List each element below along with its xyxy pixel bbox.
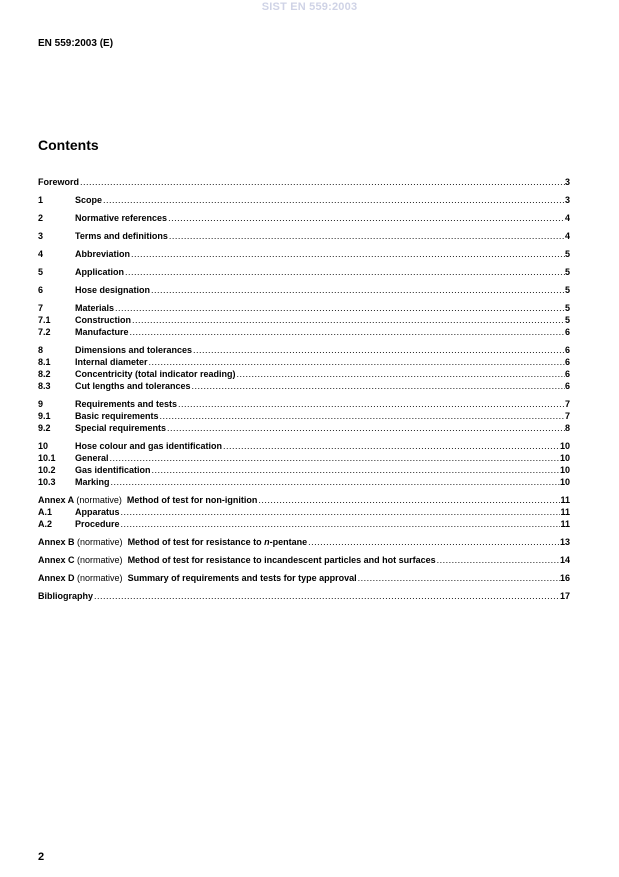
toc-entry-title: Internal diameter	[75, 357, 148, 367]
toc-entry-number: 10.1	[38, 453, 56, 463]
toc-entry-number: A.1	[38, 507, 53, 517]
toc-entry-number: 7	[38, 303, 44, 313]
toc-entry[interactable]	[38, 368, 570, 380]
toc-entry-number: 8.3	[38, 381, 51, 391]
toc-page-number: 5	[564, 285, 570, 295]
toc-page-number: 5	[564, 267, 570, 277]
toc-page-number: 6	[564, 369, 570, 379]
toc-entry-title: Summary of requirements and tests for type approval	[127, 573, 357, 583]
toc-entry[interactable]	[38, 302, 570, 314]
toc-entry[interactable]	[38, 248, 570, 260]
toc-page-number: 11	[560, 495, 570, 505]
document-reference: EN 559:2003 (E)	[38, 38, 114, 49]
toc-entry-title-italic: n	[264, 537, 270, 547]
toc-entry[interactable]	[38, 284, 570, 296]
toc-entry-title: Foreword	[38, 177, 80, 187]
toc-page-number: 6	[564, 345, 570, 355]
toc-page-number: 10	[559, 441, 570, 451]
toc-entry-number: 7.1	[38, 315, 51, 325]
toc-entry[interactable]	[38, 422, 570, 434]
toc-page-number: 7	[564, 399, 570, 409]
toc-page-number: 8	[564, 423, 570, 433]
toc-entry[interactable]	[38, 326, 570, 338]
toc-entry-annex-a[interactable]	[38, 494, 570, 506]
toc-main-entries	[38, 176, 570, 488]
leader-dots	[152, 464, 560, 476]
toc-entry-title-start: Method of test for resistance to	[127, 537, 265, 547]
leader-dots	[308, 536, 560, 548]
toc-entry-annex-c[interactable]	[38, 554, 570, 566]
leader-dots	[151, 284, 565, 296]
toc-entry[interactable]	[38, 356, 570, 368]
toc-page-number: 3	[564, 177, 570, 187]
leader-dots	[358, 572, 560, 584]
toc-page-number: 6	[564, 357, 570, 367]
toc-entry-title: Dimensions and tolerances	[75, 345, 193, 355]
leader-dots	[103, 194, 565, 206]
toc-entry-title: Method of test for resistance to incandescent particles and hot surfaces	[127, 555, 436, 565]
toc-entry-number: 9.2	[38, 423, 51, 433]
toc-entry[interactable]	[38, 230, 570, 242]
toc-page-number: 11	[560, 519, 570, 529]
page-title: Contents	[38, 137, 99, 153]
toc-entry-title: Concentricity (total indicator reading)	[75, 369, 236, 379]
annex-kind: (normative)	[77, 573, 123, 583]
toc-entry-number: 1	[38, 195, 44, 205]
toc-page-number: 5	[564, 249, 570, 259]
toc-entry-number: 8.1	[38, 357, 51, 367]
leader-dots	[131, 248, 565, 260]
toc-page-number: 10	[559, 477, 570, 487]
toc-page-number: 14	[559, 555, 570, 565]
toc-page-number: 5	[564, 303, 570, 313]
toc-entry-bibliography[interactable]	[38, 590, 570, 602]
annex-kind: (normative)	[77, 555, 123, 565]
toc-entry-title: Basic requirements	[75, 411, 159, 421]
table-of-contents	[38, 176, 570, 602]
toc-page-number: 6	[564, 327, 570, 337]
toc-page-number: 17	[559, 591, 570, 601]
toc-entry-annex-b[interactable]	[38, 536, 570, 548]
toc-entry-title: Special requirements	[75, 423, 167, 433]
toc-entry[interactable]	[38, 314, 570, 326]
toc-entry-number: 7.2	[38, 327, 51, 337]
leader-dots	[167, 422, 565, 434]
leader-dots	[125, 266, 565, 278]
leader-dots	[192, 380, 565, 392]
leader-dots	[121, 518, 561, 530]
toc-entry-title: Bibliography	[38, 591, 94, 601]
leader-dots	[115, 302, 565, 314]
toc-entry[interactable]	[38, 476, 570, 488]
toc-entry-title: Scope	[75, 195, 103, 205]
toc-entry[interactable]	[38, 212, 570, 224]
toc-entry-title: Application	[75, 267, 124, 277]
toc-entry-title: Manufacture	[75, 327, 129, 337]
leader-dots	[160, 410, 565, 422]
leader-dots	[178, 398, 565, 410]
toc-entry-number: 10.3	[38, 477, 56, 487]
annex-kind: (normative)	[77, 537, 123, 547]
toc-entry-title: Method of test for non-ignition	[126, 495, 258, 505]
toc-page-number: 4	[564, 213, 570, 223]
annex-kind: (normative)	[76, 495, 122, 505]
toc-entry-number: 8.2	[38, 369, 51, 379]
toc-entry-number: 6	[38, 285, 44, 295]
annex-label: Annex D	[38, 573, 75, 583]
leader-dots	[149, 356, 565, 368]
toc-page-number: 13	[559, 537, 570, 547]
toc-page-number: 10	[559, 453, 570, 463]
toc-entry-title-end: -pentane	[269, 537, 308, 547]
toc-entry-a2[interactable]	[38, 518, 570, 530]
toc-page-number: 11	[560, 507, 570, 517]
leader-dots	[223, 440, 560, 452]
toc-entry[interactable]	[38, 410, 570, 422]
toc-entry-title: Normative references	[75, 213, 168, 223]
toc-entry-title: Hose colour and gas identification	[75, 441, 223, 451]
toc-entry-number: 9	[38, 399, 44, 409]
toc-entry[interactable]	[38, 266, 570, 278]
leader-dots	[94, 590, 560, 602]
toc-entry[interactable]	[38, 440, 570, 452]
leader-dots	[121, 506, 561, 518]
toc-entry-number: 9.1	[38, 411, 51, 421]
toc-entry-number: 8	[38, 345, 44, 355]
toc-entry-title: Hose designation	[75, 285, 151, 295]
leader-dots	[193, 344, 565, 356]
toc-entry-number: 2	[38, 213, 44, 223]
toc-entry[interactable]	[38, 398, 570, 410]
toc-entry[interactable]	[38, 452, 570, 464]
toc-entry-number: 3	[38, 231, 44, 241]
toc-page-number: 6	[564, 381, 570, 391]
toc-entry-title: General	[75, 453, 109, 463]
leader-dots	[130, 326, 565, 338]
annex-label: Annex C	[38, 555, 75, 565]
leader-dots	[80, 176, 565, 188]
annex-label: Annex B	[38, 537, 75, 547]
toc-entry-title: Apparatus	[75, 507, 120, 517]
toc-entry-number: 4	[38, 249, 44, 259]
toc-entry[interactable]	[38, 464, 570, 476]
leader-dots	[111, 476, 560, 488]
leader-dots	[169, 230, 565, 242]
toc-entry-title: Procedure	[75, 519, 120, 529]
toc-entry-title: Materials	[75, 303, 115, 313]
toc-entry[interactable]	[38, 194, 570, 206]
leader-dots	[437, 554, 560, 566]
leader-dots	[168, 212, 565, 224]
toc-entry-title: Cut lengths and tolerances	[75, 381, 191, 391]
toc-entry-annex-d[interactable]	[38, 572, 570, 584]
toc-entry-title: Gas identification	[75, 465, 151, 475]
leader-dots	[237, 368, 565, 380]
toc-page-number: 7	[564, 411, 570, 421]
toc-entry-title: Terms and definitions	[75, 231, 168, 241]
toc-page-number: 3	[564, 195, 570, 205]
toc-page-number: 4	[564, 231, 570, 241]
leader-dots	[132, 314, 565, 326]
toc-entry-number: A.2	[38, 519, 53, 529]
toc-entry-number: 10.2	[38, 465, 56, 475]
leader-dots	[110, 452, 560, 464]
annex-label: Annex A	[38, 495, 74, 505]
toc-entry-title: Construction	[75, 315, 131, 325]
toc-entry-a1[interactable]	[38, 506, 570, 518]
toc-entry-title: Requirements and tests	[75, 399, 178, 409]
page-number: 2	[38, 851, 45, 863]
toc-entry-title: Abbreviation	[75, 249, 131, 259]
toc-entry-title: Marking	[75, 477, 110, 487]
watermark: SIST EN 559:2003	[261, 1, 358, 13]
toc-entry[interactable]	[38, 380, 570, 392]
toc-page-number: 16	[559, 573, 570, 583]
toc-entry-number: 10	[38, 441, 49, 451]
toc-entry[interactable]	[38, 176, 570, 188]
toc-entry[interactable]	[38, 344, 570, 356]
toc-entry-number: 5	[38, 267, 44, 277]
toc-page-number: 10	[559, 465, 570, 475]
toc-page-number: 5	[564, 315, 570, 325]
leader-dots	[258, 494, 560, 506]
